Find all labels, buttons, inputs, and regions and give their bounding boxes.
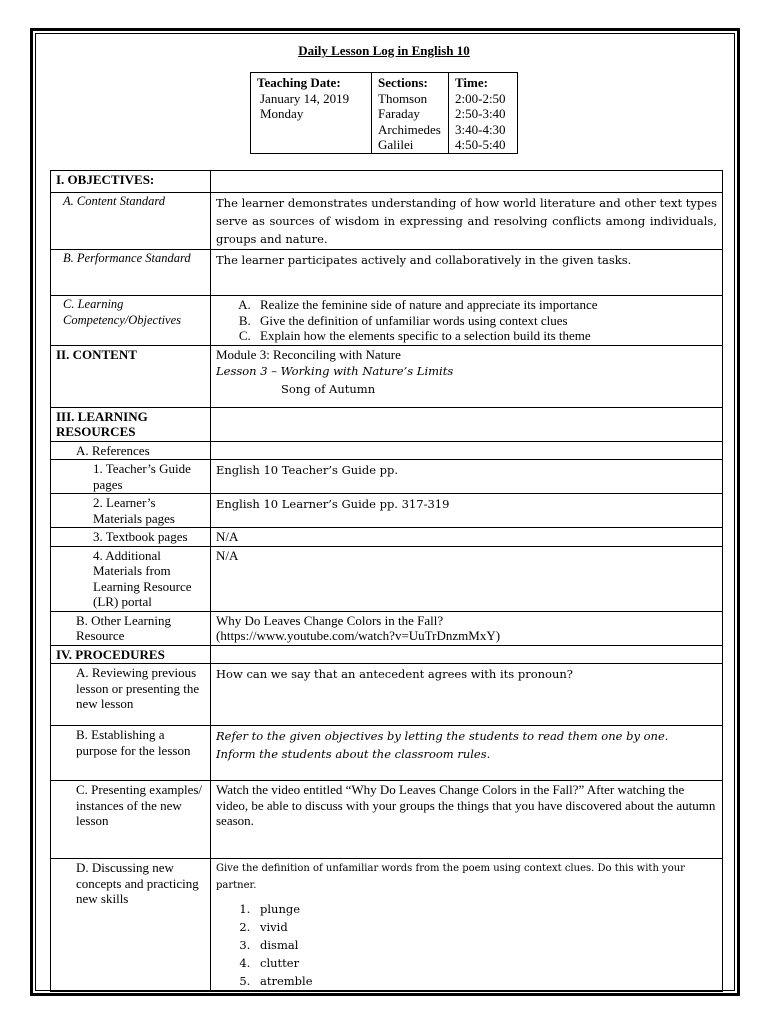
objectives-heading-row bbox=[51, 171, 723, 193]
objectives-heading: I. OBJECTIVES: bbox=[51, 171, 211, 193]
sections-label: Sections: bbox=[378, 75, 428, 90]
competency-list bbox=[216, 297, 717, 344]
time-slot: 3:40-4:30 bbox=[455, 121, 506, 137]
teachers-guide-label: 1. Teacher’s Guide pages bbox=[51, 460, 211, 494]
section-name: Galilei bbox=[378, 137, 414, 152]
schedule-table bbox=[250, 72, 518, 154]
procedure-c-text: Watch the video entitled “Why Do Leaves Change Colors in the Fall?” After watching the video, be able to discuss with your groups the things that you have discovered about the autumn season. bbox=[211, 781, 723, 859]
other-resource-url: (https://www.youtube.com/watch?v=UuTrDnzmMxY) bbox=[216, 628, 501, 643]
competency-label: C. Learning Competency/Objectives bbox=[51, 296, 211, 346]
content-selection: Song of Autumn bbox=[281, 382, 376, 396]
procedure-b-cell bbox=[211, 726, 723, 781]
additional-materials-row bbox=[51, 546, 723, 611]
teaching-date-label: Teaching Date: bbox=[257, 75, 341, 90]
references-label: A. References bbox=[51, 441, 211, 460]
other-resource-label: B. Other Learning Resource bbox=[51, 611, 211, 645]
teaching-day: Monday bbox=[260, 106, 304, 121]
competency-cell bbox=[211, 296, 723, 346]
vocabulary-word: 3. dismal bbox=[254, 936, 717, 954]
procedure-a-row bbox=[51, 664, 723, 726]
content-heading: II. CONTENT bbox=[51, 345, 211, 407]
performance-standard-label: B. Performance Standard bbox=[51, 250, 211, 296]
section-name: Thomson bbox=[378, 90, 428, 106]
other-resource-cell bbox=[211, 611, 723, 645]
procedure-b-text-2: Inform the students about the classroom rules. bbox=[216, 747, 491, 761]
procedure-b-label: B. Establishing a purpose for the lesson bbox=[51, 726, 211, 781]
procedure-c-label: C. Presenting examples/ instances of the new lesson bbox=[51, 781, 211, 859]
teachers-guide-value: English 10 Teacher’s Guide pp. bbox=[211, 460, 723, 494]
procedure-b-text-1: Refer to the given objectives by letting the students to read them one by one. bbox=[216, 729, 669, 743]
procedures-heading: IV. PROCEDURES bbox=[51, 645, 211, 664]
time-slot: 2:00-2:50 bbox=[455, 90, 506, 106]
learners-materials-row bbox=[51, 494, 723, 528]
references-row bbox=[51, 441, 723, 460]
lesson-log-table bbox=[50, 170, 723, 992]
procedure-a-text: How can we say that an antecedent agrees with its pronoun? bbox=[211, 664, 723, 726]
competency-item: A. Realize the feminine side of nature and appreciate its importance bbox=[254, 297, 717, 313]
procedure-d-label: D. Discussing new concepts and practicing new skills bbox=[51, 859, 211, 992]
document-title: Daily Lesson Log in English 10 bbox=[298, 43, 470, 58]
section-name: Faraday bbox=[378, 106, 420, 121]
procedures-heading-row bbox=[51, 645, 723, 664]
competency-item: B. Give the definition of unfamiliar words using context clues bbox=[254, 313, 717, 329]
teaching-date-value: January 14, 2019 bbox=[260, 90, 350, 106]
textbook-label: 3. Textbook pages bbox=[51, 528, 211, 547]
content-cell bbox=[211, 345, 723, 407]
content-row bbox=[51, 345, 723, 407]
textbook-value: N/A bbox=[211, 528, 723, 547]
time-cell bbox=[449, 73, 518, 154]
content-module: Module 3: Reconciling with Nature bbox=[216, 346, 401, 362]
section-name: Archimedes bbox=[378, 121, 441, 137]
time-slot: 4:50-5:40 bbox=[455, 137, 506, 152]
competency-item: C. Explain how the elements specific to a selection build its theme bbox=[254, 328, 717, 344]
time-slot: 2:50-3:40 bbox=[455, 106, 506, 121]
other-resource-row bbox=[51, 611, 723, 645]
learners-materials-label: 2. Learner’s Materials pages bbox=[51, 494, 211, 528]
teachers-guide-row bbox=[51, 460, 723, 494]
content-standard-label: A. Content Standard bbox=[51, 193, 211, 250]
vocabulary-word: 5. atremble bbox=[254, 972, 717, 990]
time-label: Time: bbox=[455, 75, 488, 90]
learners-materials-value: English 10 Learner’s Guide pp. 317-319 bbox=[211, 494, 723, 528]
resources-heading-row bbox=[51, 407, 723, 441]
vocabulary-word: 1. plunge bbox=[254, 900, 717, 918]
empty-cell bbox=[211, 407, 723, 441]
other-resource-title: Why Do Leaves Change Colors in the Fall? bbox=[216, 612, 444, 628]
vocabulary-word: 2. vivid bbox=[254, 918, 717, 936]
content-lesson: Lesson 3 – Working with Nature’s Limits bbox=[216, 364, 454, 378]
teaching-date-cell bbox=[251, 73, 372, 154]
sections-cell bbox=[372, 73, 449, 154]
empty-cell bbox=[211, 171, 723, 193]
vocabulary-list bbox=[216, 900, 717, 990]
performance-standard-row bbox=[51, 250, 723, 296]
additional-materials-value: N/A bbox=[211, 546, 723, 611]
performance-standard-text: The learner participates actively and collaboratively in the given tasks. bbox=[211, 250, 723, 296]
vocabulary-word: 4. clutter bbox=[254, 954, 717, 972]
additional-materials-label: 4. Additional Materials from Learning Resource (LR) portal bbox=[51, 546, 211, 611]
resources-heading: III. LEARNING RESOURCES bbox=[51, 407, 211, 441]
procedure-b-row bbox=[51, 726, 723, 781]
textbook-row bbox=[51, 528, 723, 547]
content-standard-text: The learner demonstrates understanding of how world literature and other text types serve as sources of wisdom in expressing and resolving conflicts among individuals, groups and nature. bbox=[211, 193, 723, 250]
empty-cell bbox=[211, 441, 723, 460]
procedure-d-text: Give the definition of unfamiliar words from the poem using context clues. Do this with your partner. bbox=[216, 863, 685, 891]
procedure-c-row bbox=[51, 781, 723, 859]
empty-cell bbox=[211, 645, 723, 664]
procedure-d-row bbox=[51, 859, 723, 992]
procedure-a-label: A. Reviewing previous lesson or presenting the new lesson bbox=[51, 664, 211, 726]
competency-row bbox=[51, 296, 723, 346]
procedure-d-cell bbox=[211, 859, 723, 992]
content-standard-row bbox=[51, 193, 723, 250]
